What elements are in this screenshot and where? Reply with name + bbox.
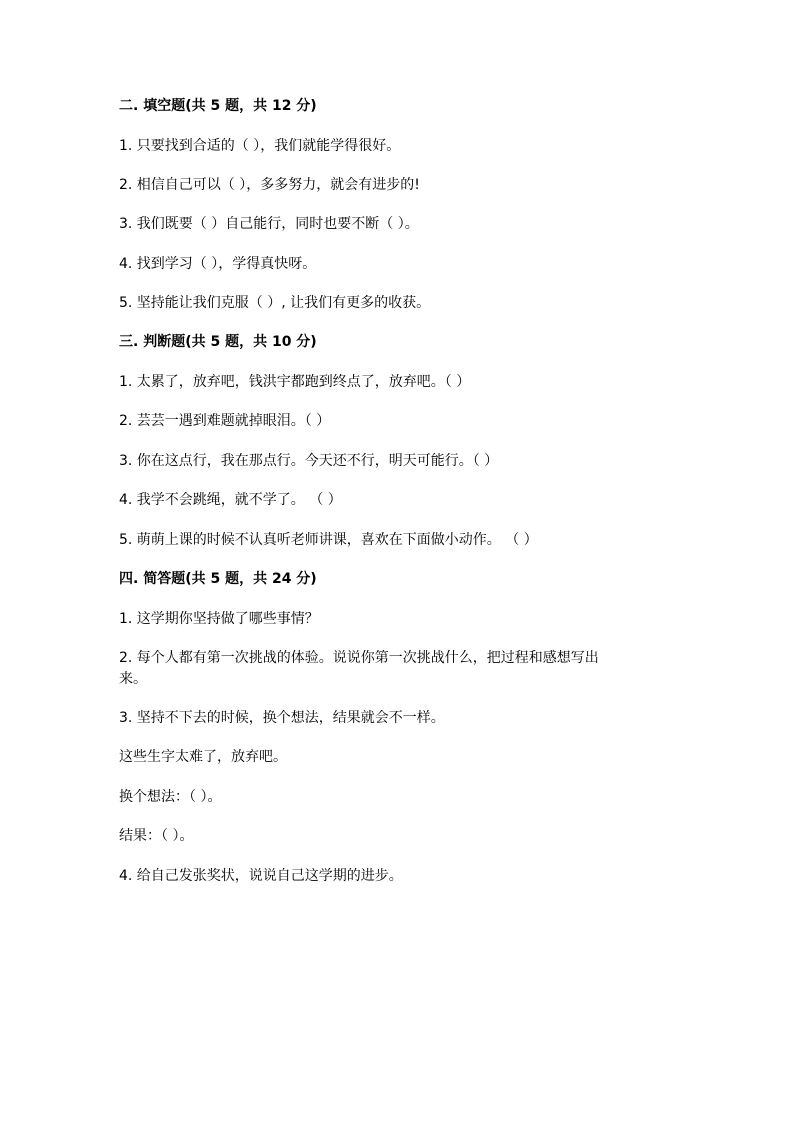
short-answer-question-1: 1. 这学期你坚持做了哪些事情？ <box>119 611 319 627</box>
short-answer-question-3-alternative: 换个想法：（ ）。 <box>119 789 222 805</box>
fill-blank-question-1: 1. 只要找到合适的（ ），我们就能学得很好。 <box>119 138 401 154</box>
section-2-heading: 二. 填空题(共 5 题，共 12 分) <box>119 98 317 114</box>
short-answer-question-3-example: 这些生字太难了，放弃吧。 <box>119 749 287 765</box>
true-false-question-4: 4. 我学不会跳绳，就不学了。 （ ） <box>119 492 342 508</box>
short-answer-question-4: 4. 给自己发张奖状，说说自己这学期的进步。 <box>119 868 403 884</box>
true-false-question-3: 3. 你在这点行，我在那点行。今天还不行，明天可能行。（ ） <box>119 453 499 469</box>
short-answer-question-2-line-2: 来。 <box>119 671 147 687</box>
section-4-heading: 四. 简答题(共 5 题，共 24 分) <box>119 571 317 587</box>
short-answer-question-2-line-1: 2. 每个人都有第一次挑战的体验。说说你第一次挑战什么，把过程和感想写出 <box>119 650 599 666</box>
section-3-heading: 三. 判断题(共 5 题，共 10 分) <box>119 334 317 350</box>
true-false-question-2: 2. 芸芸一遇到难题就掉眼泪。（ ） <box>119 413 331 429</box>
true-false-question-1: 1. 太累了，放弃吧，钱洪宇都跑到终点了，放弃吧。（ ） <box>119 374 471 390</box>
short-answer-question-3-result: 结果：（ ）。 <box>119 828 194 844</box>
fill-blank-question-2: 2. 相信自己可以（ ），多多努力，就会有进步的! <box>119 177 420 193</box>
fill-blank-question-4: 4. 找到学习（ ），学得真快呀。 <box>119 256 317 272</box>
short-answer-question-3: 3. 坚持不下去的时候，换个想法，结果就会不一样。 <box>119 710 445 726</box>
fill-blank-question-3: 3. 我们既要（ ）自己能行，同时也要不断（ ）。 <box>119 216 419 232</box>
fill-blank-question-5: 5. 坚持能让我们克服（ ）, 让我们有更多的收获。 <box>119 295 431 311</box>
true-false-question-5: 5. 萌萌上课的时候不认真听老师讲课，喜欢在下面做小动作。 （ ） <box>119 532 538 548</box>
